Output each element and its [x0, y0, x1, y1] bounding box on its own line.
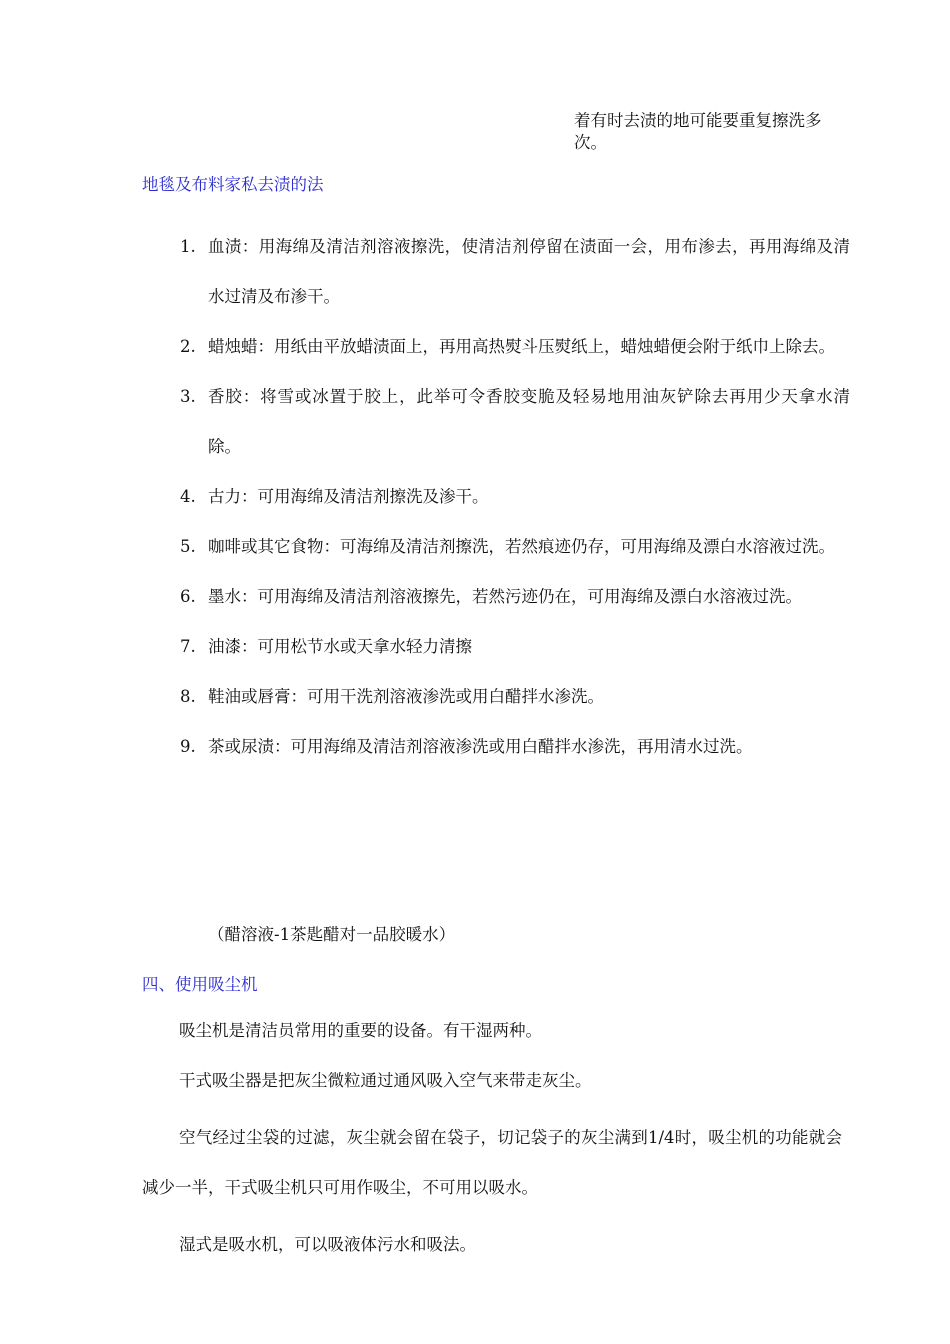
item-number: 3.: [180, 387, 196, 406]
item-text: 咖啡或其它食物：可海绵及清洁剂擦洗，若然痕迹仍存，可用海绵及漂白水溶液过洗。: [208, 537, 835, 556]
list-item: [180, 722, 850, 772]
list-item: [180, 222, 850, 322]
item-text: 茶或尿渍：可用海绵及清洁剂溶液渗洗或用白醋拌水渗洗，再用清水过洗。: [208, 737, 753, 756]
item-number: 5.: [180, 537, 196, 556]
vacuum-paragraph: 干式吸尘器是把灰尘微粒通过通风吸入空气来带走灰尘。: [179, 1071, 592, 1090]
item-number: 4.: [180, 487, 196, 506]
list-item: [180, 622, 850, 672]
item-text: 墨水：可用海绵及清洁剂溶液擦先，若然污迹仍在，可用海绵及漂白水溶液过洗。: [208, 587, 802, 606]
item-text: 蜡烛蜡：用纸由平放蜡渍面上，再用高热熨斗压熨纸上，蜡烛蜡便会附于纸巾上除去。: [208, 337, 835, 356]
item-text: 香胶：将雪或冰置于胶上，此举可令香胶变脆及轻易地用油灰铲除去再用少天拿水清除。: [208, 387, 850, 456]
item-number: 1.: [180, 237, 196, 256]
item-number: 7.: [180, 637, 196, 656]
list-item: [180, 472, 850, 522]
vacuum-paragraph: 空气经过尘袋的过滤，灰尘就会留在袋子，切记袋子的灰尘满到1/4时，吸尘机的功能就会减少一半，干式吸尘机只可用作吸尘，不可用以吸水。: [142, 1128, 842, 1197]
list-item: [180, 572, 850, 622]
stain-removal-list: [180, 222, 850, 772]
vacuum-paragraph: 吸尘机是清洁员常用的重要的设备。有干湿两种。: [179, 1021, 542, 1040]
list-item: [180, 322, 850, 372]
vinegar-solution-note: （醋溶液-1茶匙醋对一品胶暖水）: [208, 925, 456, 944]
item-number: 9.: [180, 737, 196, 756]
item-number: 8.: [180, 687, 196, 706]
item-number: 6.: [180, 587, 196, 606]
list-item: [180, 372, 850, 472]
list-item: [180, 672, 850, 722]
vacuum-paragraph: 湿式是吸水机，可以吸液体污水和吸法。: [179, 1235, 476, 1254]
item-text: 血渍：用海绵及清洁剂溶液擦洗，使清洁剂停留在渍面一会，用布渗去，再用海绵及清水过清及布渗干。: [208, 237, 850, 306]
continued-note: 着有时去渍的地可能要重复擦洗多次。: [574, 111, 822, 152]
item-text: 古力：可用海绵及清洁剂擦洗及渗干。: [208, 487, 489, 506]
list-item: [180, 522, 850, 572]
item-text: 油漆：可用松节水或天拿水轻力清擦: [208, 637, 472, 656]
vacuum-section-heading: 四、使用吸尘机: [142, 975, 258, 994]
stain-removal-heading: 地毯及布料家私去渍的法: [142, 175, 324, 194]
item-text: 鞋油或唇膏：可用干洗剂溶液渗洗或用白醋拌水渗洗。: [208, 687, 604, 706]
item-number: 2.: [180, 337, 196, 356]
